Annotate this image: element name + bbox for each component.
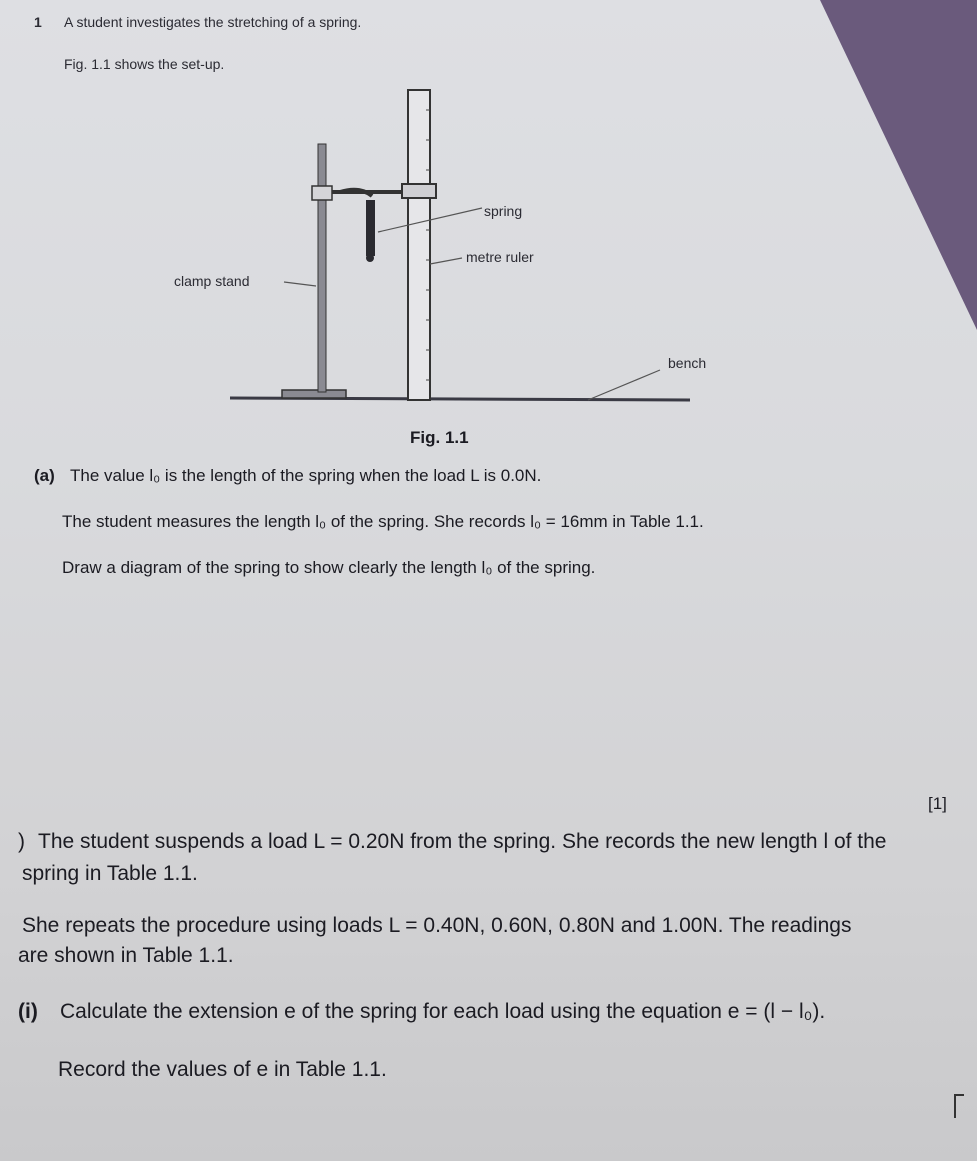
spring — [366, 200, 375, 256]
setup-diagram — [160, 80, 760, 420]
part-b-i-line-1: Calculate the extension e of the spring for each load using the equation e = (l − l₀). — [60, 1000, 826, 1023]
bench-label: bench — [668, 355, 707, 371]
part-b-line-3: She repeats the procedure using loads L = 0.40N, 0.60N, 0.80N and 1.00N. The readings — [22, 914, 852, 937]
spring-hook — [366, 254, 374, 262]
question-number: 1 — [34, 14, 42, 30]
part-a-line-1: The value l₀ is the length of the spring when the load L is 0.0N. — [70, 466, 542, 485]
part-a-marks: [1] — [928, 794, 947, 813]
metre-ruler — [408, 90, 430, 400]
bench-leader — [588, 370, 660, 400]
part-a-line-2: The student measures the length l₀ of the spring. She records l₀ = 16mm in Table 1.1. — [62, 512, 704, 531]
part-b-line-4: are shown in Table 1.1. — [18, 944, 234, 967]
part-b-line-2: spring in Table 1.1. — [22, 862, 198, 885]
clamp-stand-leader — [284, 282, 316, 286]
part-a-letter: (a) — [34, 466, 55, 485]
spring-label: spring — [484, 203, 523, 219]
part-b-i-letter: (i) — [18, 1000, 38, 1023]
question-intro: A student investigates the stretching of a spring. — [64, 14, 362, 30]
part-b-i-line-2: Record the values of e in Table 1.1. — [58, 1058, 387, 1081]
clamp-stand-label: clamp stand — [174, 273, 250, 289]
figure-caption: Fig. 1.1 — [410, 428, 469, 447]
part-a-line-3: Draw a diagram of the spring to show clearly the length l₀ of the spring. — [62, 558, 596, 577]
clamp-stand-base — [282, 390, 346, 398]
part-b-letter: ) — [18, 830, 25, 853]
figure-reference: Fig. 1.1 shows the set-up. — [64, 56, 225, 72]
ruler-clamp — [402, 184, 436, 198]
ruler-leader — [430, 258, 462, 264]
clamp-stand-rod — [318, 144, 326, 392]
clamp-boss — [312, 186, 332, 200]
metre-ruler-label: metre ruler — [466, 249, 534, 265]
part-b-line-1: The student suspends a load L = 0.20N from the spring. She records the new length l of the — [38, 830, 887, 853]
answer-bracket — [954, 1094, 964, 1118]
